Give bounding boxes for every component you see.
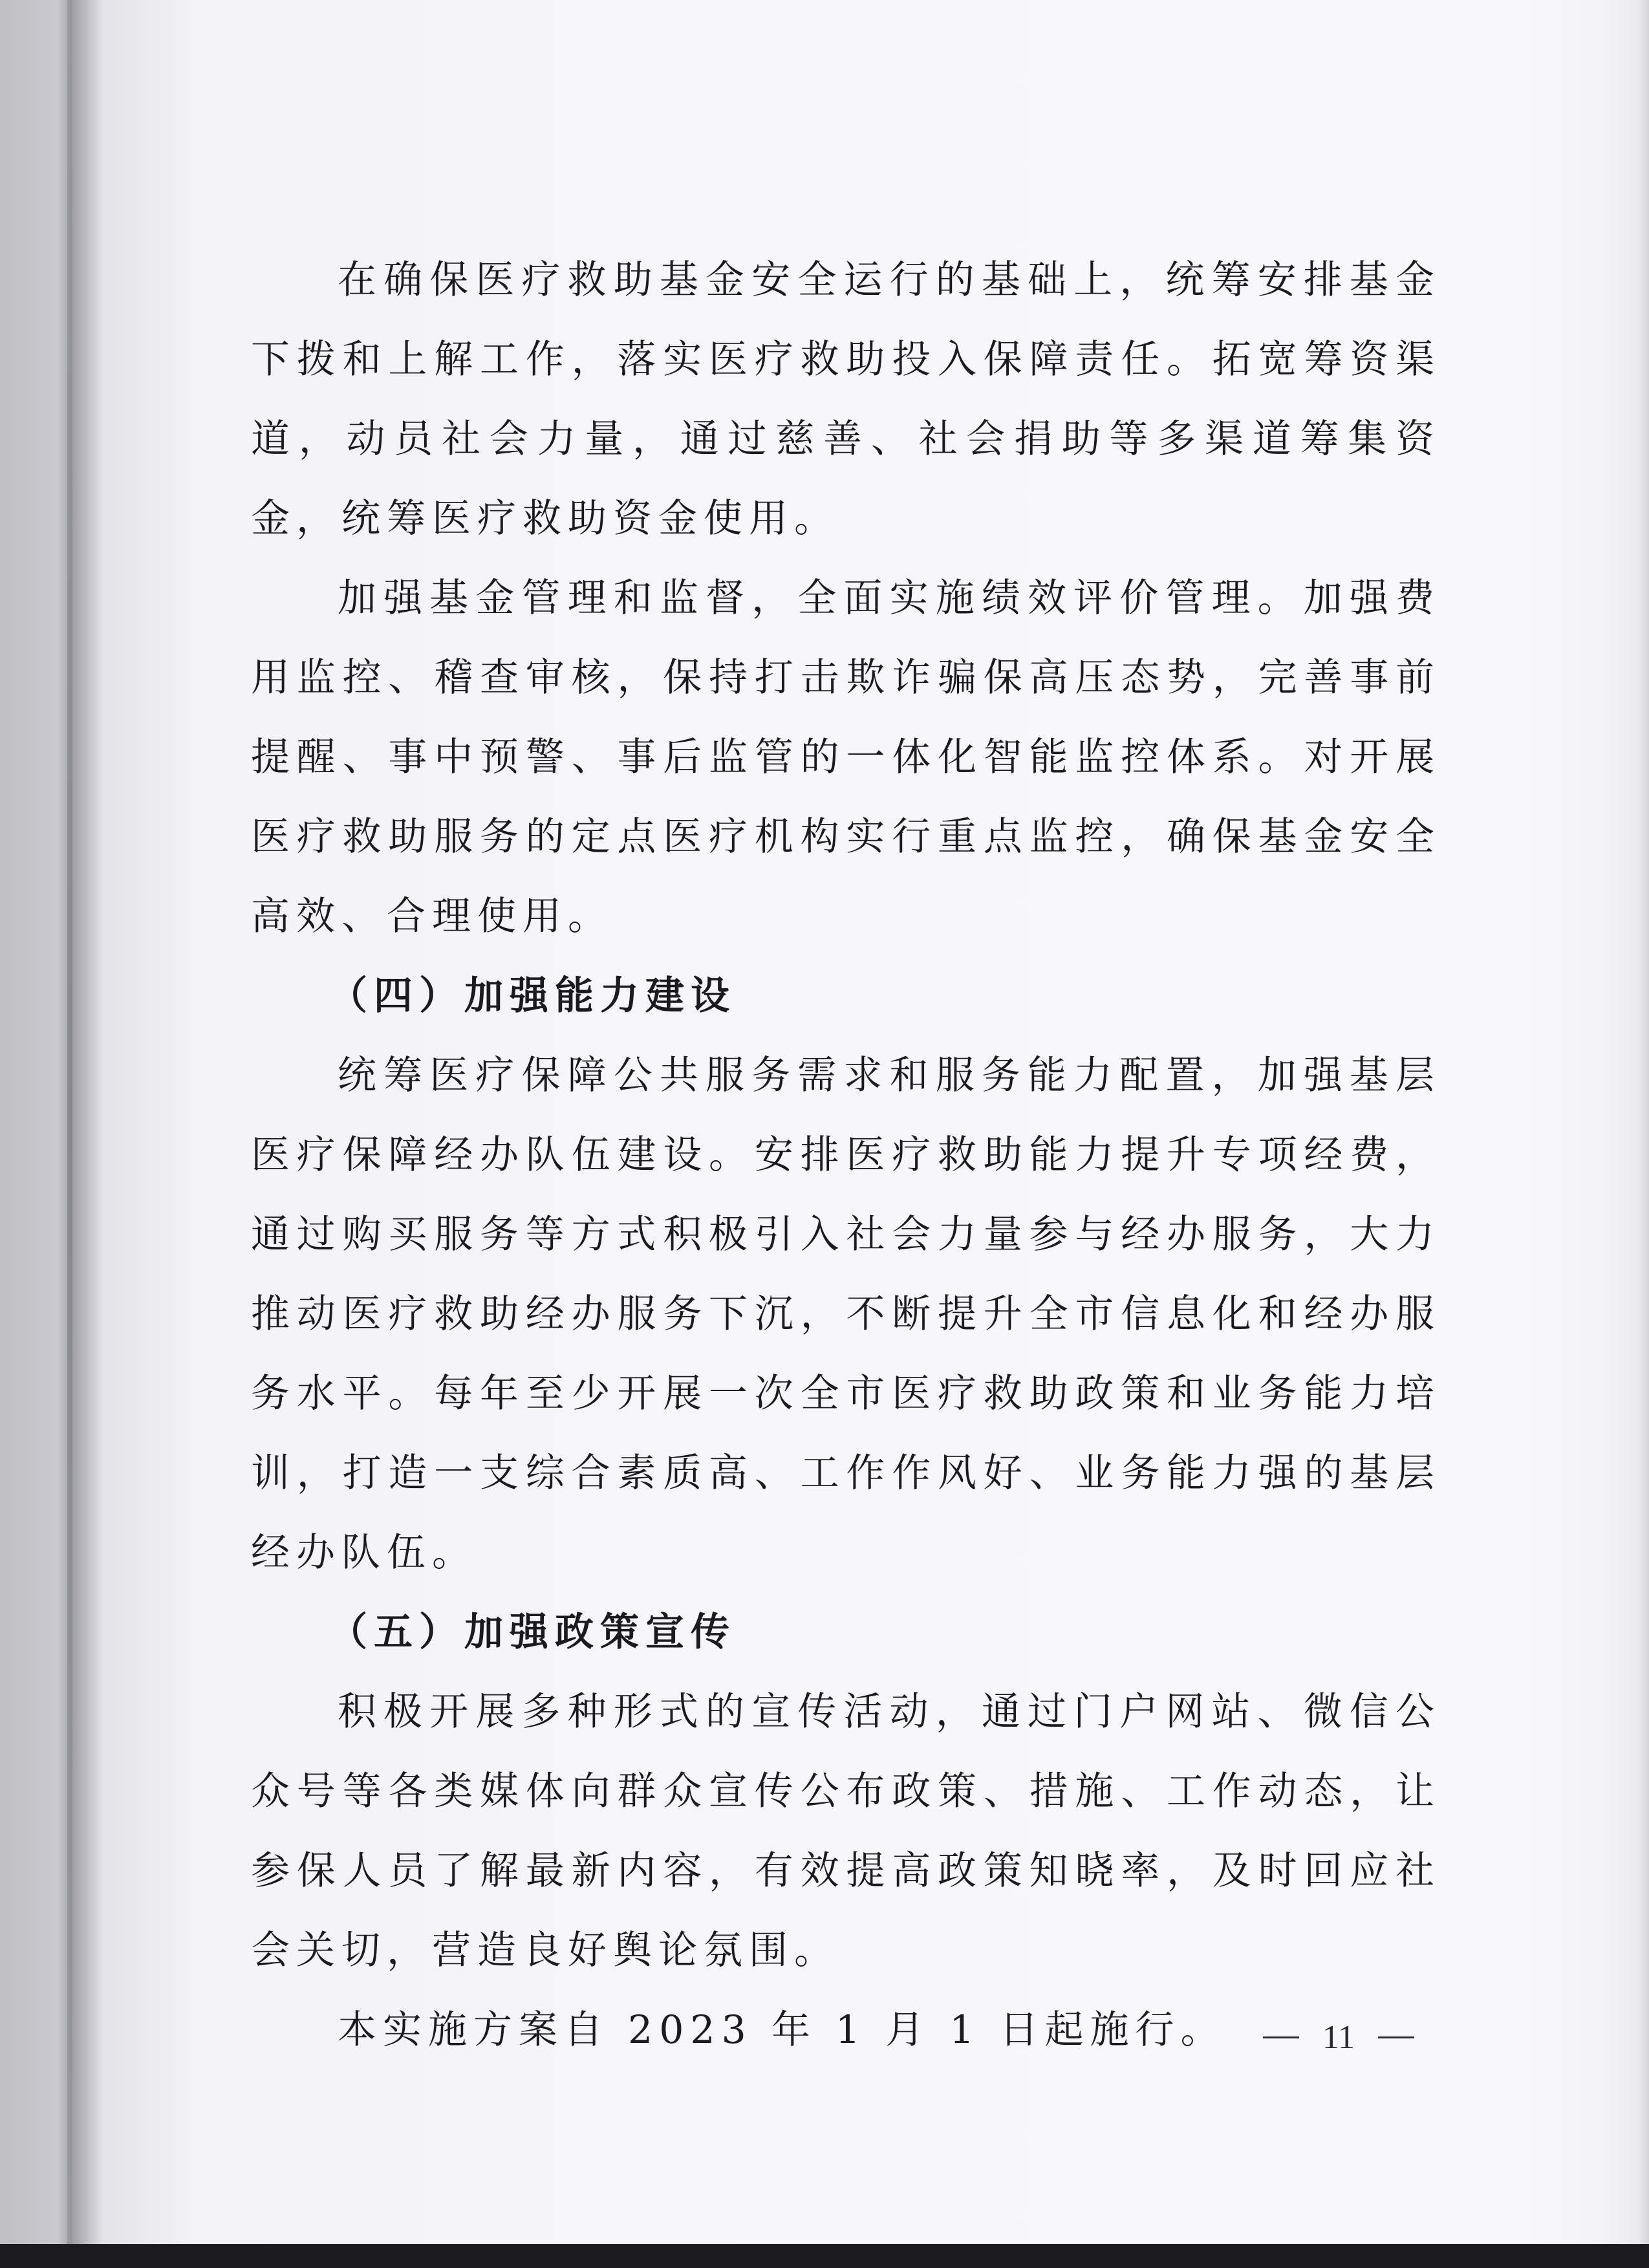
paragraph-fund-operation: 在确保医疗救助基金安全运行的基础上，统筹安排基金下拨和上解工作，落实医疗救助投入保障责任。拓宽筹资渠道，动员社会力量，通过慈善、社会捐助等多渠道筹集资金，统筹医疗救助资金使用。 bbox=[251, 257, 1441, 541]
page-number bbox=[1229, 2011, 1449, 2063]
section-heading-capacity-building: （四）加强能力建设 bbox=[329, 973, 736, 1019]
paragraph-capacity-building: 统筹医疗保障公共服务需求和服务能力配置，加强基层医疗保障经办队伍建设。安排医疗救助能力提升专项经费，通过购买服务等方式积极引入社会力量参与经办服务，大力推动医疗救助经办服务下沉，不断提升全市信息化和经办服务水平。每年至少开展一次全市医疗救助政策和业务能力培训，打造一支综合素质高、工作作风好、业务能力强的基层经办队伍。 bbox=[251, 1053, 1441, 1575]
page-right-edge bbox=[1640, 0, 1649, 2244]
page-number-value: 11 bbox=[1322, 2018, 1355, 2056]
page-number-right-dash bbox=[1378, 2036, 1414, 2038]
paragraph-effective-date: 本实施方案自 2023 年 1 月 1 日起施行。 bbox=[338, 2007, 1226, 2053]
document-body bbox=[251, 241, 1441, 2070]
paragraph-policy-publicity: 积极开展多种形式的宣传活动，通过门户网站、微信公众号等各类媒体向群众宣传公布政策、措施、工作动态，让参保人员了解最新内容，有效提高政策知晓率，及时回应社会关切，营造良好舆论氛围。 bbox=[251, 1689, 1441, 1973]
scanner-bottom-edge bbox=[0, 2244, 1649, 2268]
paragraph-fund-supervision: 加强基金管理和监督，全面实施绩效评价管理。加强费用监控、稽查审核，保持打击欺诈骗保高压态势，完善事前提醒、事中预警、事后监管的一体化智能监控体系。对开展医疗救助服务的定点医疗机构实行重点监控，确保基金安全高效、合理使用。 bbox=[251, 576, 1441, 939]
section-heading-policy-publicity: （五）加强政策宣传 bbox=[329, 1610, 736, 1655]
page-number-left-dash bbox=[1263, 2036, 1299, 2038]
binding-gutter bbox=[67, 0, 72, 2244]
